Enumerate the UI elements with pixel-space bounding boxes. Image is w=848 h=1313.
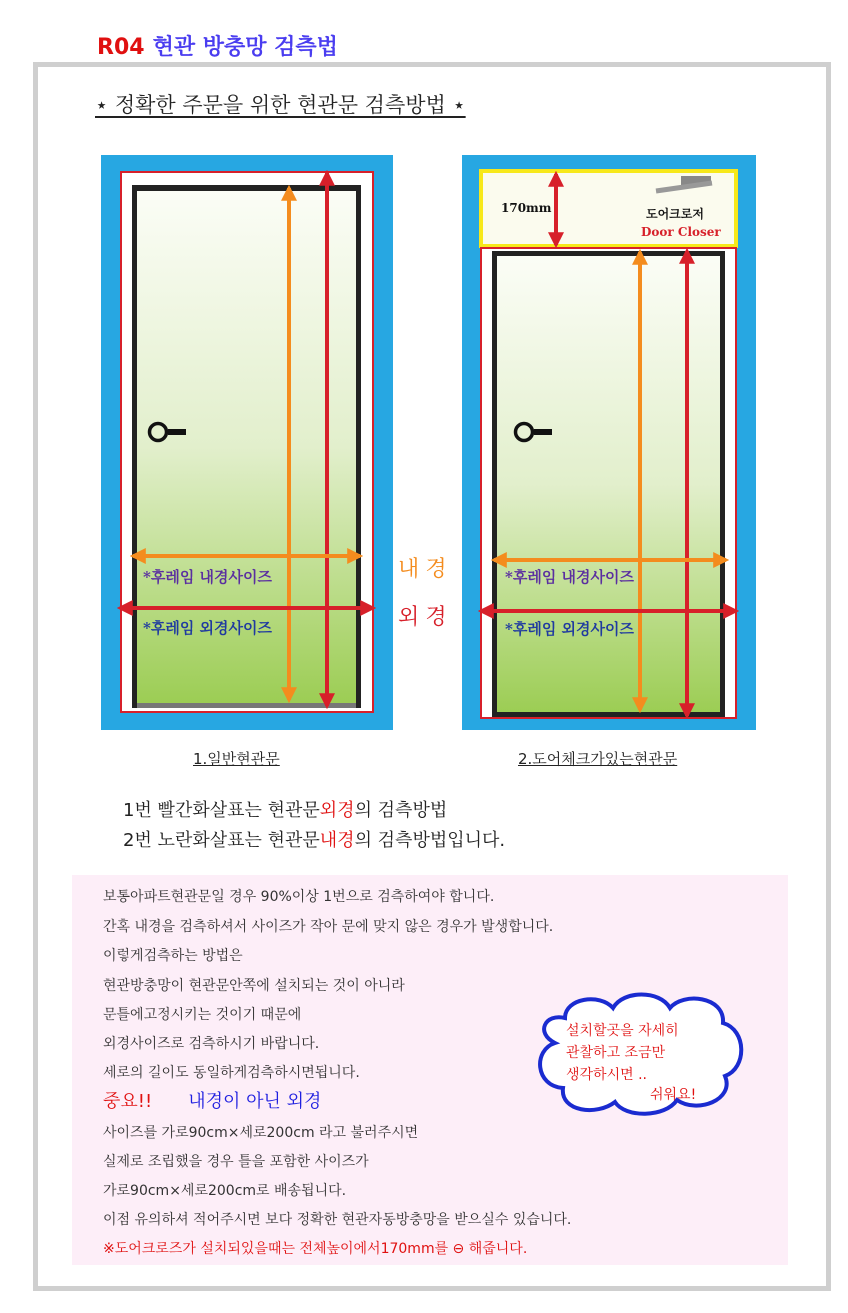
door2-closer-en: Door Closer [641,225,721,239]
door2-caption: 2.도어체크가있는현관문 [518,750,678,768]
legend-outer: 외 경 [398,604,447,629]
cloud-line: 설치할곳을 자세히 [566,1023,679,1039]
door1-diagram [101,155,393,730]
door2-diagram [462,155,756,730]
info-line: 현관방충망이 현관문안쪽에 설치되는 것이 아니라 [103,978,405,994]
info-line: 가로90cm×세로200cm로 배송됩니다. [103,1183,347,1199]
info-line: 외경사이즈로 검측하시기 바랍니다. [103,1036,320,1052]
info-line: 사이즈를 가로90cm×세로200cm 라고 불러주시면 [103,1125,419,1141]
important-line [103,1087,321,1113]
title-code: R04 [97,35,145,60]
door2-inner-label: *후레임 내경사이즈 [505,568,634,586]
important-label: 중요!! [103,1091,153,1112]
cloud-line: 쉬워요! [650,1087,697,1103]
closer-note: ※도어크로즈가 설치되있을때는 전체높이에서170mm를 ⊖ 해줍니다. [103,1241,528,1257]
door1-outer-label: *후레임 외경사이즈 [143,619,272,637]
door2-outer-label: *후레임 외경사이즈 [505,620,634,638]
important-message: 내경이 아닌 외경 [188,1091,322,1112]
legend-inner: 내 경 [398,556,447,581]
title-text: 현관 방충망 검측법 [152,35,338,60]
info-line: 세로의 길이도 동일하게검측하시면됩니다. [103,1065,360,1081]
door1-inner-label: *후레임 내경사이즈 [143,568,272,586]
cloud-line: 생각하시면 .. [566,1067,647,1083]
door2-closer-ko: 도어크로저 [646,207,704,221]
cloud-line: 관찰하고 조금만 [566,1045,666,1061]
info-line: 실제로 조립했을 경우 틀을 포함한 사이즈가 [103,1154,369,1170]
info-line: 이점 유의하셔 적어주시면 보다 정확한 현관자동방충망을 받으실수 있습니다. [103,1212,572,1228]
door1-caption: 1.일반현관문 [193,750,280,768]
info-line: 문틀에고정시키는 것이기 때문에 [103,1007,302,1023]
door2-dim-label: 170mm [501,201,552,215]
info-line: 이렇게검측하는 방법은 [103,948,243,964]
method-line-2: 2번 노란화살표는 현관문내경의 검측방법입니다. [123,830,506,851]
subtitle: ⋆ 정확한 주문을 위한 현관문 검측방법 ⋆ [95,93,466,117]
info-line: 보통아파트현관문일 경우 90%이상 1번으로 검측하여야 합니다. [103,889,495,905]
method-line-1: 1번 빨간화살표는 현관문외경의 검측방법 [123,800,448,821]
info-line: 간혹 내경을 검측하셔서 사이즈가 작아 문에 맞지 않은 경우가 발생합니다. [103,919,554,935]
